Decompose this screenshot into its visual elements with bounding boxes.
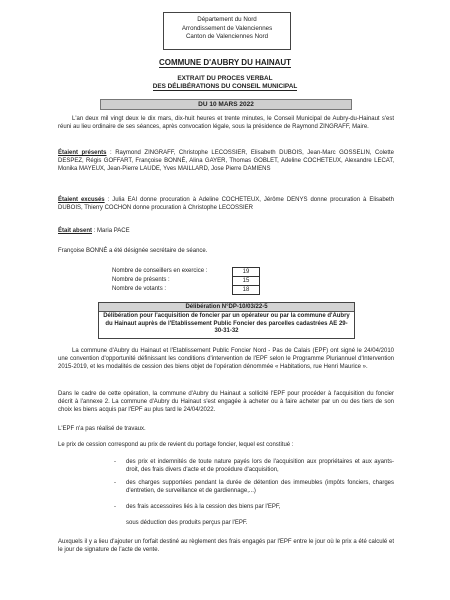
presents-paragraph [58,149,394,174]
paragraph-convention: La commune d'Aubry du Hainaut et l'Etablissement Public Foncier Nord - Pas de Calais (EPF) ont signé le 24/04/2010 une convention d'opportunité définissant les conditions d'intervention de l'EPF selon le Programme Pluriannuel d'Intervention 2015-2019, et les modalités de cession des biens objet de l'opération dénommée « Habitations, rue Henri Maurice ». [58,348,394,371]
commune-title: COMMUNE D'AUBRY DU HAINAUT [158,58,292,67]
deliberation-number: Délibération N°DP-10/03/22-5 [99,303,354,312]
absent-paragraph [58,227,394,235]
bullet-item: des prix et indemnités de toute nature payés lors de l'acquisition aux propriétaires et aux ayants-droit, des frais divers d'acte et de procédure d'acquisition, [126,459,394,474]
extract-line-1: EXTRAIT DU PROCES VERBAL [177,75,273,82]
deliberation-subject: Délibération pour l'acquisition de foncier par un opérateur ou par la commune d'Aubry du Hainaut auprès de l'Etablissement Public Foncier des parcelles cadastrées AE 29-30-31-32 [103,313,350,335]
header-department: Département du Nord [197,16,257,23]
header-arrondissement: Arrondissement de Valenciennes [181,24,273,32]
presents-label: Étaient présents [58,150,107,156]
absent-label: Était absent [58,228,93,234]
count-label: Nombre de votants : [112,286,167,292]
administrative-header [163,12,291,50]
paragraph-operation: Dans le cadre de cette opération, la commune d'Aubry du Hainaut a sollicité l'EPF pour procéder à l'acquisition du foncier décrit à l'annexe 2. La commune d'Aubry du Hainaut s'est engagée à acheter ou à faire acheter par un ou des tiers de son choix les biens acquis par l'EPF au plus tard le 24/04/2022. [58,391,394,414]
commune-title-block [0,58,450,67]
secretary-line: Françoise BONNÉ a été désignée secrétaire de séance. [58,248,208,254]
paragraph-prix: Le prix de cession correspond au prix de revient du portage foncier, lequel est constitué : [58,442,294,448]
bullet-item: des charges supportées pendant la durée de détention des immeubles (impôts fonciers, charges d'entretien, de surveillance et de gardiennage,...) [126,480,394,495]
count-label: Nombre de présents : [112,277,170,283]
paragraph-forfait: Auxquels il y a lieu d'ajouter un forfait destiné au règlement des frais engagés par l'EPF entre le jour où le prix a été calculé et le jour de signature de l'acte de vente. [58,539,394,554]
bullet-dash: - [114,480,116,486]
session-date: DU 10 MARS 2022 [100,99,352,110]
excuses-list: : Julia EAI donne procuration à Adeline COCHETEUX, Jérôme DENYS donne procuration à Elisabeth DUBOIS, Thierry COCHON donne procuration à Christophe LECOSSIER [58,197,395,212]
excuses-paragraph [58,196,394,212]
count-value: 18 [232,285,260,295]
bullet-dash: - [114,459,116,465]
count-row [112,285,260,294]
excuses-label: Étaient excusés [58,197,105,203]
vote-counts [112,267,260,294]
count-label: Nombre de conseillers en exercice : [112,268,208,274]
count-value: 15 [232,276,260,286]
bullet-dash: - [114,504,116,510]
count-value: 19 [232,267,260,277]
bullet-item: sous déduction des produits perçus par l'EPF. [126,520,248,526]
extract-title-block [0,75,450,91]
intro-paragraph: L'an deux mil vingt deux le dix mars, dix-huit heures et trente minutes, le Conseil Municipal de Aubry-du-Hainaut s'est réuni au lieu ordinaire de ses séances, après convocation légale, sous la présidence de Raymond ZINGRAFF, Maire. [58,116,394,131]
extract-line-2: DES DÉLIBÉRATIONS DU CONSEIL MUNICIPAL [152,83,298,90]
bullet-item: des frais accessoires liés à la cession des biens par l'EPF, [126,504,281,510]
deliberation-box [98,302,355,339]
paragraph-travaux: L'EPF n'a pas réalisé de travaux. [58,426,146,432]
header-canton: Canton de Valenciennes Nord [185,33,269,41]
presents-list: : Raymond ZINGRAFF, Christophe LECOSSIER, Elisabeth DUBOIS, Jean-Marc GOSSELIN, Colette DESPEZ, Régis GOFFART, Françoise BONNÉ, Alina GAYER, Thomas GOBLET, Adeline COCHETEUX, Alexandre LECAT, Monika MAYEUX, Jean-Pierre LAUDE, Yves MAILLARD, Jose Pierre DAMIENS [58,150,395,173]
absent-list: : Maria PACE [93,228,130,234]
